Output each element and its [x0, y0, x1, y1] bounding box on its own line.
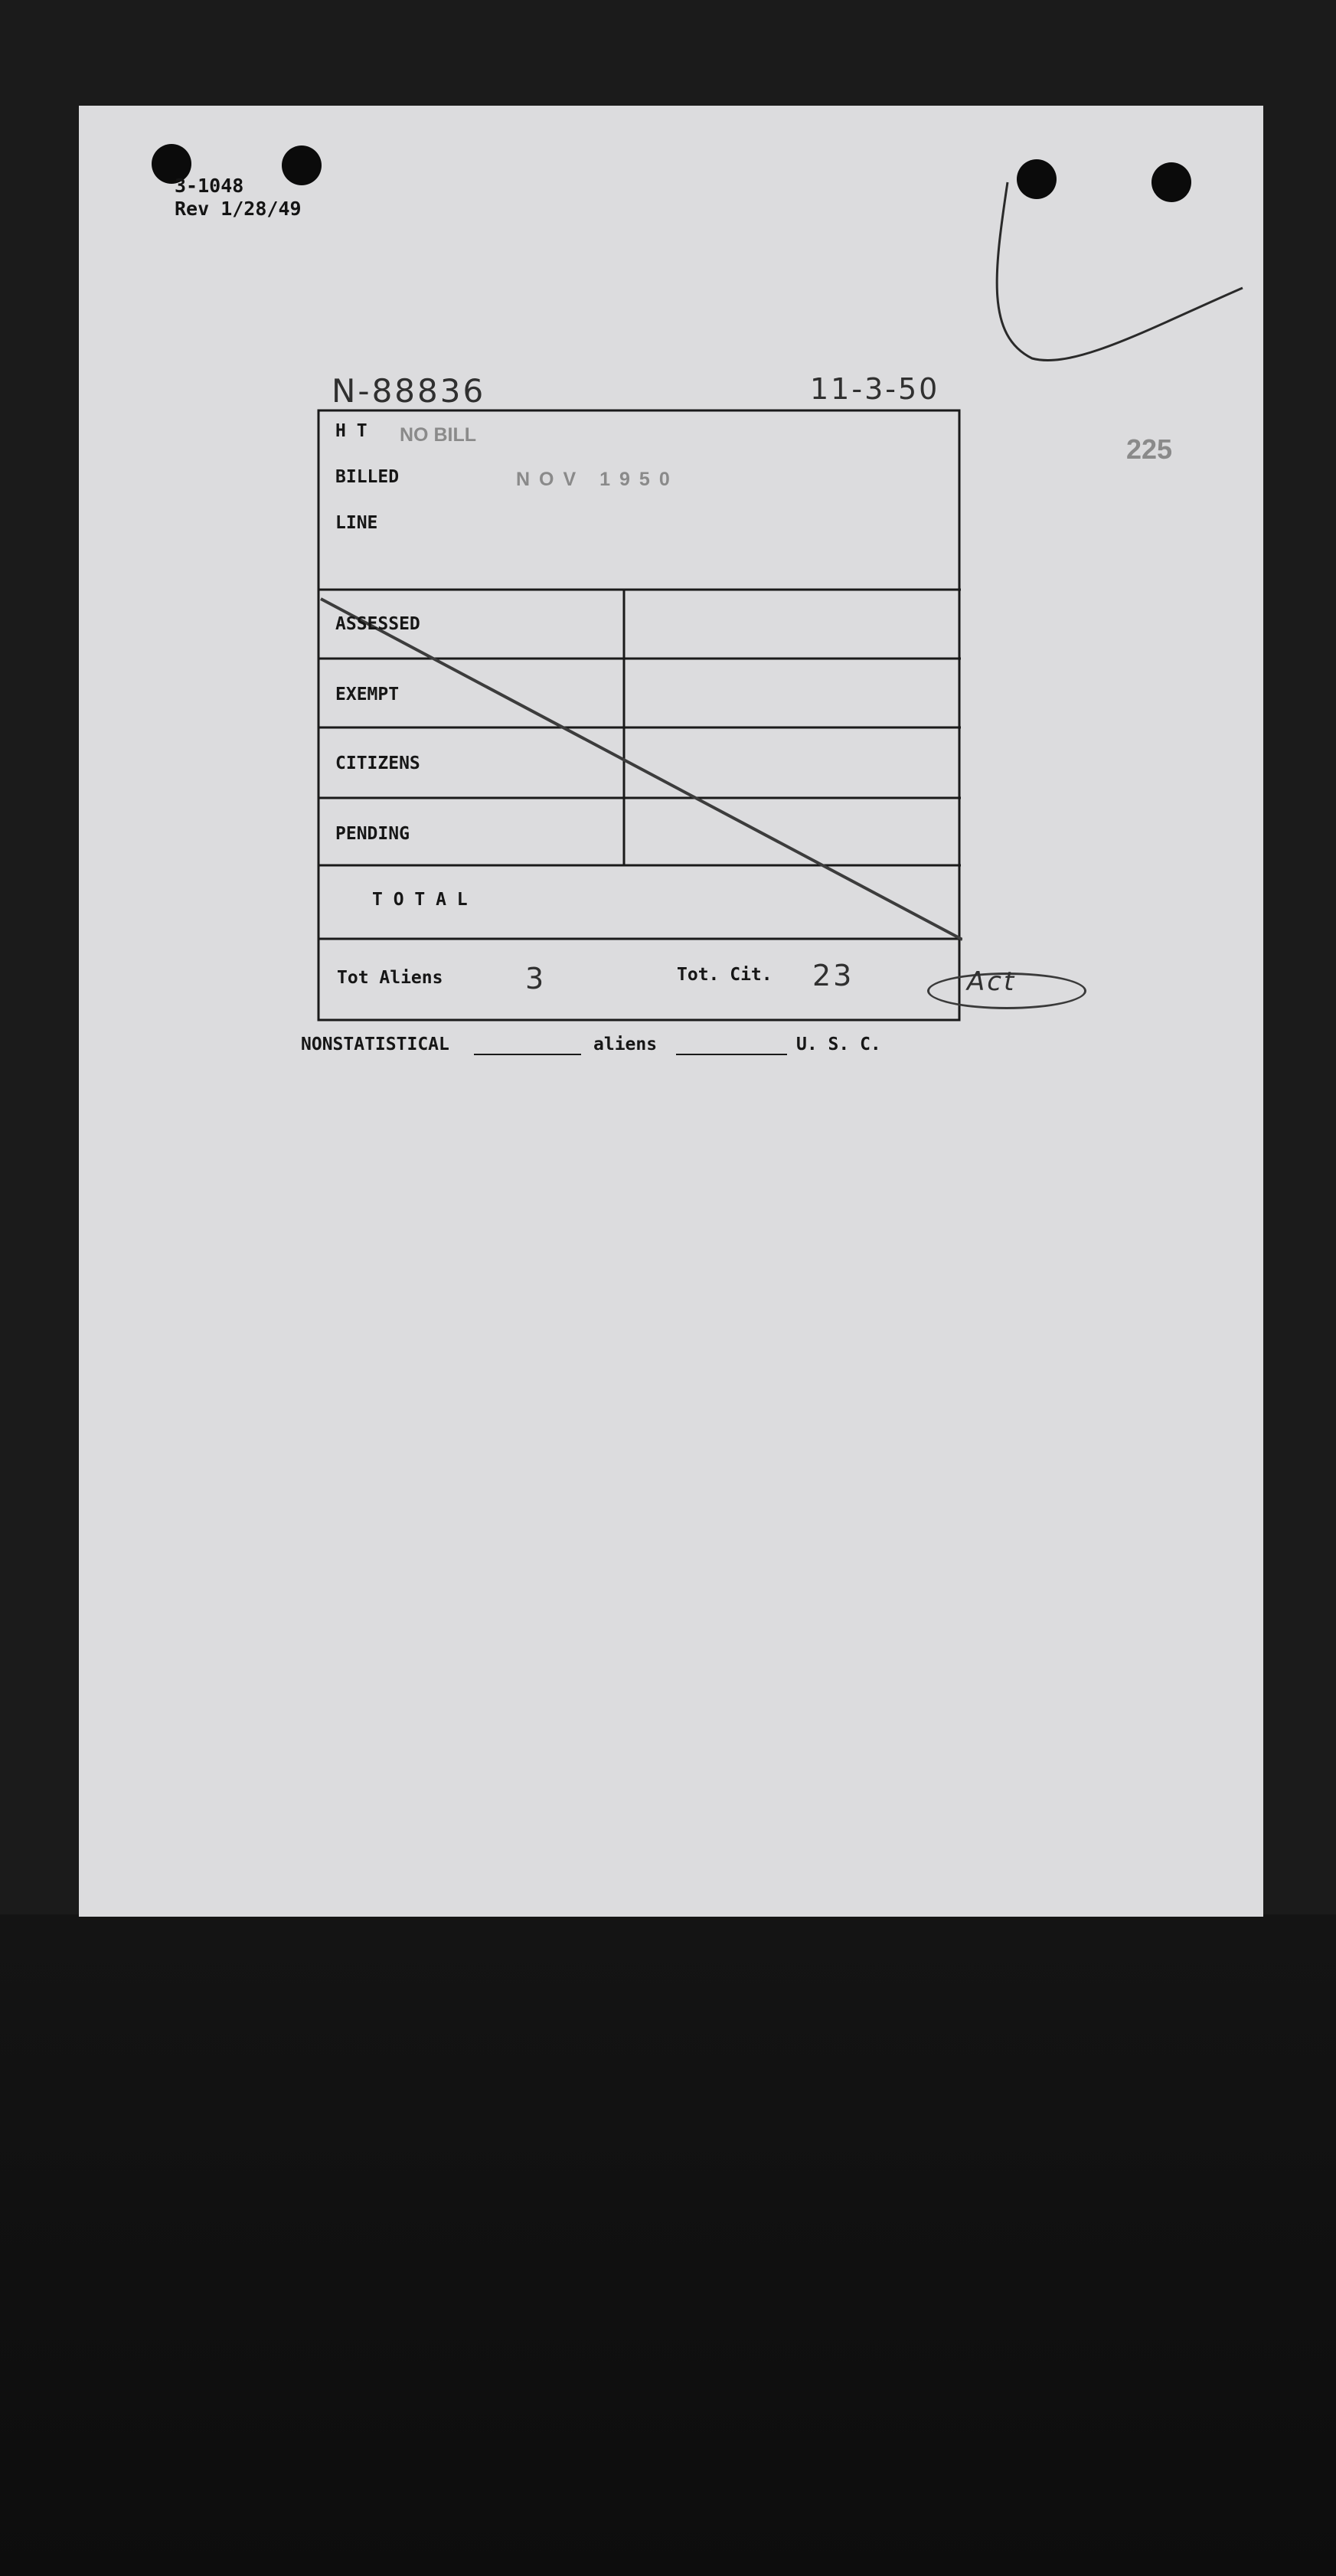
label-pending: PENDING	[335, 824, 410, 844]
label-line: LINE	[335, 513, 378, 533]
label-tot-cit: Tot. Cit.	[677, 965, 773, 985]
label-nonstatistical: NONSTATISTICAL	[301, 1035, 449, 1054]
annotation-text: Act	[967, 966, 1017, 997]
scanner-background	[0, 1914, 1336, 2576]
form-number: 3-1048	[175, 175, 244, 197]
nonstatistical-blank	[474, 1054, 581, 1055]
tot-aliens-value: 3	[525, 962, 547, 995]
label-exempt: EXEMPT	[335, 685, 400, 704]
no-bill-stamp: NO BILL	[400, 424, 476, 446]
label-tot-aliens: Tot Aliens	[337, 968, 443, 988]
pen-curve	[79, 106, 1263, 412]
label-citizens: CITIZENS	[335, 754, 420, 773]
document-page	[79, 106, 1263, 1917]
label-assessed: ASSESSED	[335, 614, 420, 634]
revision-date: Rev 1/28/49	[175, 198, 302, 220]
billed-date-stamp: NOV 1950	[516, 469, 679, 490]
label-billed: BILLED	[335, 467, 400, 487]
label-total: T O T A L	[372, 890, 468, 910]
aliens-blank	[676, 1054, 787, 1055]
label-aliens: aliens	[593, 1035, 658, 1054]
label-ht: H T	[335, 421, 367, 441]
date: 11-3-50	[810, 372, 940, 406]
record-form	[317, 409, 962, 1022]
form-grid	[317, 409, 962, 1022]
tot-cit-value: 23	[812, 959, 854, 992]
label-usc: U. S. C.	[796, 1035, 881, 1054]
file-number: N-88836	[332, 372, 486, 410]
page-number: 225	[1126, 433, 1173, 465]
